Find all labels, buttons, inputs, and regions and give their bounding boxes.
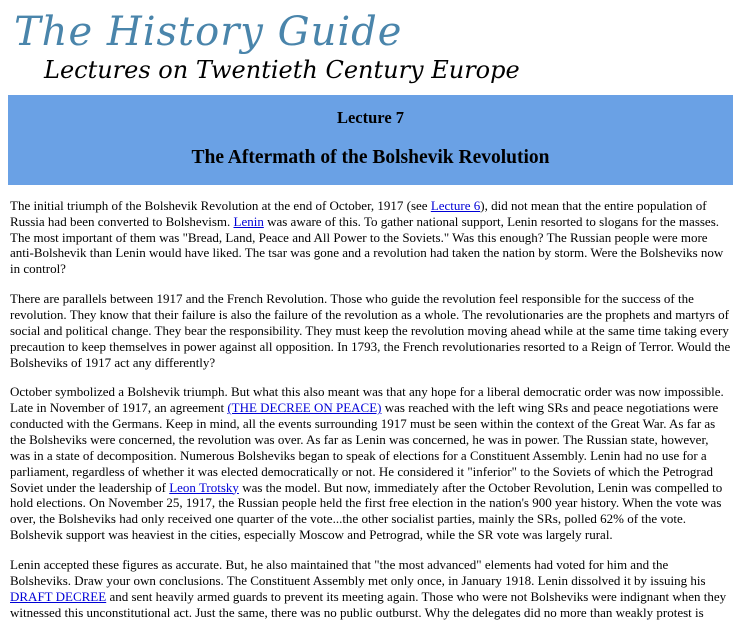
paragraph-2 xyxy=(10,291,731,370)
text-run: was aware of this. To gather national support, Lenin resorted to slogans for the masses. The most important of them was "Bread, Land, Peace and All Power to the Soviets." Was this enough? The Russian people were more anti-Bolshevik than Lenin would have liked. The tsar was gone and a revolution had taken the nation by storm. Were the Bolsheviks now in control? xyxy=(10,213,724,277)
text-run: was the model. But now, immediately after the October Revolution, Lenin was compelled to hold elections. On November 25, 1917, the Russian people held the first free election in the nation's 900 year history. When the vote was over, the Bolsheviks had only received one quarter of the vote...the other socialist parties, mainly the SRs, polled 62% of the vote. Bolshevik support was heaviest in the cities, especially Moscow and Petrograd, while the SR vote was largely rural. xyxy=(10,479,723,543)
draft-decree-link[interactable]: DRAFT DECREE xyxy=(10,588,107,604)
decree-on-peace-link[interactable]: (THE DECREE ON PEACE) xyxy=(227,400,382,416)
lecture-6-link[interactable]: Lecture 6 xyxy=(430,197,481,213)
site-header xyxy=(0,0,741,85)
paragraph-3 xyxy=(10,384,731,543)
text-run: The initial triumph of the Bolshevik Revolution at the end of October, 1917 (see xyxy=(10,197,431,213)
lecture-number: Lecture 7 xyxy=(336,107,405,127)
lecture-banner xyxy=(8,95,733,185)
site-subtitle: Lectures on Twentieth Century Europe xyxy=(44,56,520,84)
text-run: Lenin accepted these figures as accurate. But, he also maintained that "the most advanced" elements had voted for him and the Bolsheviks. Draw your own conclusions. The Constituent Assembly met only once, in January 1918. Lenin dissolved it by issuing his xyxy=(10,556,706,588)
lecture-content xyxy=(10,198,731,620)
text-run: ), did not mean that the entire population of Russia had been converted to Bolshevism. xyxy=(10,197,707,229)
lecture-title: The Aftermath of the Bolshevik Revolution xyxy=(191,146,550,168)
leon-trotsky-link[interactable]: Leon Trotsky xyxy=(169,479,239,495)
text-run: October symbolized a Bolshevik triumph. But what this also meant was that any hope for a liberal democratic order was now impossible. Late in November of 1917, an agreement xyxy=(10,384,724,416)
text-run: and sent heavily armed guards to prevent its meeting again. Those who were not Bolsheviks were indignant when they witnessed this unconstitutional act. Just the same, there was no public outburst. Why the delegates did no more than weakly protest is xyxy=(10,588,727,620)
site-title: The History Guide xyxy=(14,9,403,55)
lenin-link[interactable]: Lenin xyxy=(233,213,264,229)
paragraph-4 xyxy=(10,557,731,620)
paragraph-1 xyxy=(10,198,731,277)
text-run: was reached with the left wing SRs and peace negotiations were conducted with the Germans. Keep in mind, all the events surrounding 1917 must be seen within the context of the Great War. As far as the Bolsheviks were concerned, the revolution was over. As far as Lenin was concerned, he was in power. The Russian state, however, was in a state of decomposition. Numerous Bolsheviks began to speak of elections for a Constituent Assembly. Lenin had no use for a parliament, regardless of whether it was elected democratically or not. He considered it "inferior" to the Soviets of which the Petrograd Soviet under the leadership of xyxy=(10,400,719,495)
text-run: There are parallels between 1917 and the French Revolution. Those who guide the revolution feel responsible for the success of the revolution. They know that their failure is also the failure of the revolution as a whole. The revolutionaries are the prophets and martyrs of social and political change. They bear the responsibility. They must keep the revolution moving ahead while at the same time taking every precaution to keep themselves in power against all opposition. In 1793, the French revolutionaries resorted to a Reign of Terror. Would the Bolsheviks of 1917 act any differently? xyxy=(10,291,731,370)
